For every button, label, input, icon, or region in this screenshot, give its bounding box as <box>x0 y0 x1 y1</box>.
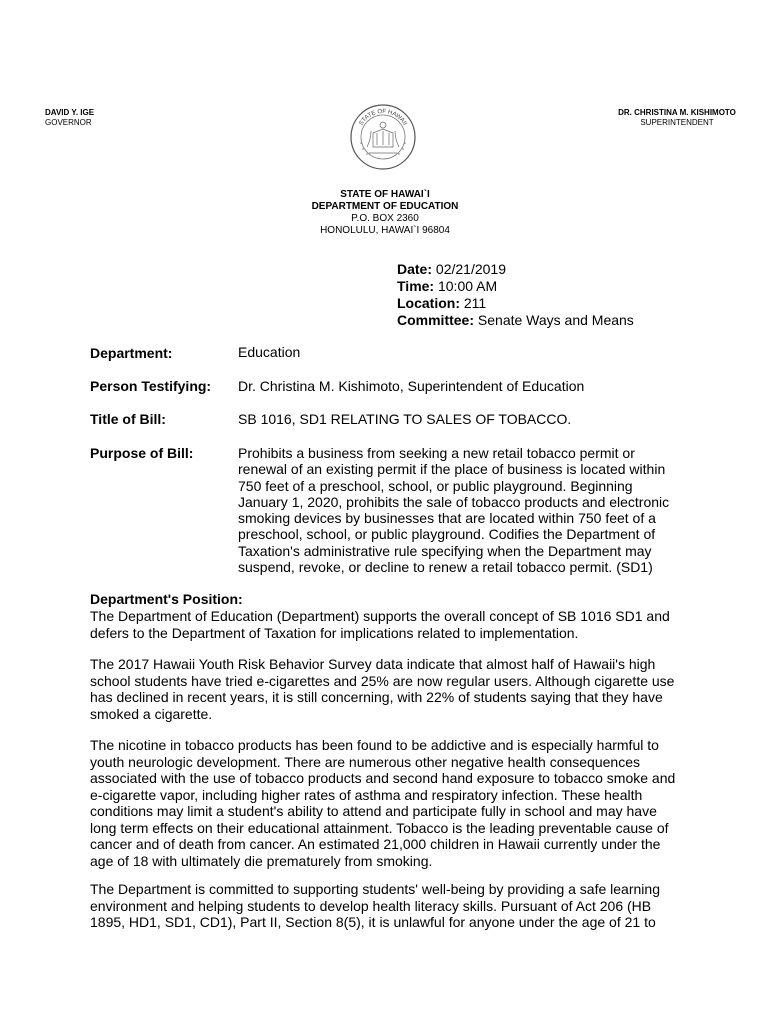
bill-title-label: Title of Bill: <box>90 411 166 427</box>
time-label: Time: <box>397 278 435 294</box>
agency-department: DEPARTMENT OF EDUCATION <box>311 201 459 212</box>
superintendent-block <box>612 108 742 128</box>
committee-label: Committee: <box>397 312 475 328</box>
governor-name: DAVID Y. IGE <box>45 108 95 117</box>
location-value: 211 <box>463 295 487 311</box>
person-label: Person Testifying: <box>90 378 212 394</box>
state-seal-image <box>349 103 417 171</box>
superintendent-title: SUPERINTENDENT <box>640 118 714 127</box>
date-label: Date: <box>397 261 433 277</box>
svg-text:STATE OF HAWAII <box>358 109 407 127</box>
position-paragraph-3: The nicotine in tobacco products has been found to be addictive and is especially harmful to youth neurologic development. There are numerous other negative health consequences associated with the use of tobacco products and second hand exposure to tobacco smoke and e-cigarette vapor, including higher rates of asthma and respiratory infection. These health conditions may limit a student's ability to attend and participate fully in school and may have long term effects on their educational attainment. Tobacco is the leading preventable cause of cancer and of death from cancer. An estimated 21,000 children in Hawaii currently under the age of 18 with ultimately die prematurely from smoking. <box>90 737 676 869</box>
purpose-value: Prohibits a business from seeking a new retail tobacco permit or renewal of an existing permit if the place of business is located within 750 feet of a preschool, school, or public playground. Beginning January 1, 2020, prohibits the sale of tobacco products and electronic smoking devices by businesses that are located within 750 feet of a preschool, school, or public playground. Codifies the Department of Taxation's administrative rule specifying when the Department may suspend, revoke, or decline to renew a retail tobacco permit. (SD1) <box>238 445 670 576</box>
meeting-location <box>397 295 634 312</box>
seal-ring-text: STATE OF HAWAII <box>358 108 408 127</box>
agency-po-box: P.O. BOX 2360 <box>351 213 419 224</box>
superintendent-name: DR. CHRISTINA M. KISHIMOTO <box>618 108 736 117</box>
agency-block <box>0 189 770 237</box>
location-label: Location: <box>397 295 460 311</box>
agency-city: HONOLULU, HAWAI`I 96804 <box>320 225 450 236</box>
agency-state: STATE OF HAWAI`I <box>340 189 430 200</box>
position-heading: Department's Position: <box>90 591 243 607</box>
time-value: 10:00 AM <box>437 278 498 294</box>
bill-title-value: SB 1016, SD1 RELATING TO SALES OF TOBACCO. <box>238 411 572 427</box>
purpose-label: Purpose of Bill: <box>90 445 194 461</box>
meeting-date <box>397 261 634 278</box>
position-paragraph-2: The 2017 Hawaii Youth Risk Behavior Survey data indicate that almost half of Hawaii's high school students have tried e-cigarettes and 25% are now regular users. Although cigarette use has declined in recent years, it is still concerning, with 22% of students saying that they have smoked a cigarette. <box>90 656 675 722</box>
position-paragraph-4: The Department is committed to supporting students' well-being by providing a safe learning environment and helping students to develop health literacy skills. Pursuant of Act 206 (HB 1895, HD1, SD1, CD1), Part II, Section 8(5), it is unlawful for anyone under the age of 21 to <box>90 881 660 930</box>
date-value: 02/21/2019 <box>435 261 506 277</box>
committee-value: Senate Ways and Means <box>477 312 634 328</box>
position-paragraph-1: The Department of Education (Department) supports the overall concept of SB 1016 SD1 and defers to the Department of Taxation for implications related to implementation. <box>90 608 670 641</box>
governor-title: GOVERNOR <box>45 118 92 127</box>
person-value: Dr. Christina M. Kishimoto, Superintendent of Education <box>238 378 585 394</box>
governor-block <box>45 108 94 128</box>
department-value: Education <box>238 344 301 360</box>
meeting-info <box>397 261 634 329</box>
meeting-committee <box>397 312 634 329</box>
department-label: Department: <box>90 345 173 361</box>
meeting-time <box>397 278 634 295</box>
